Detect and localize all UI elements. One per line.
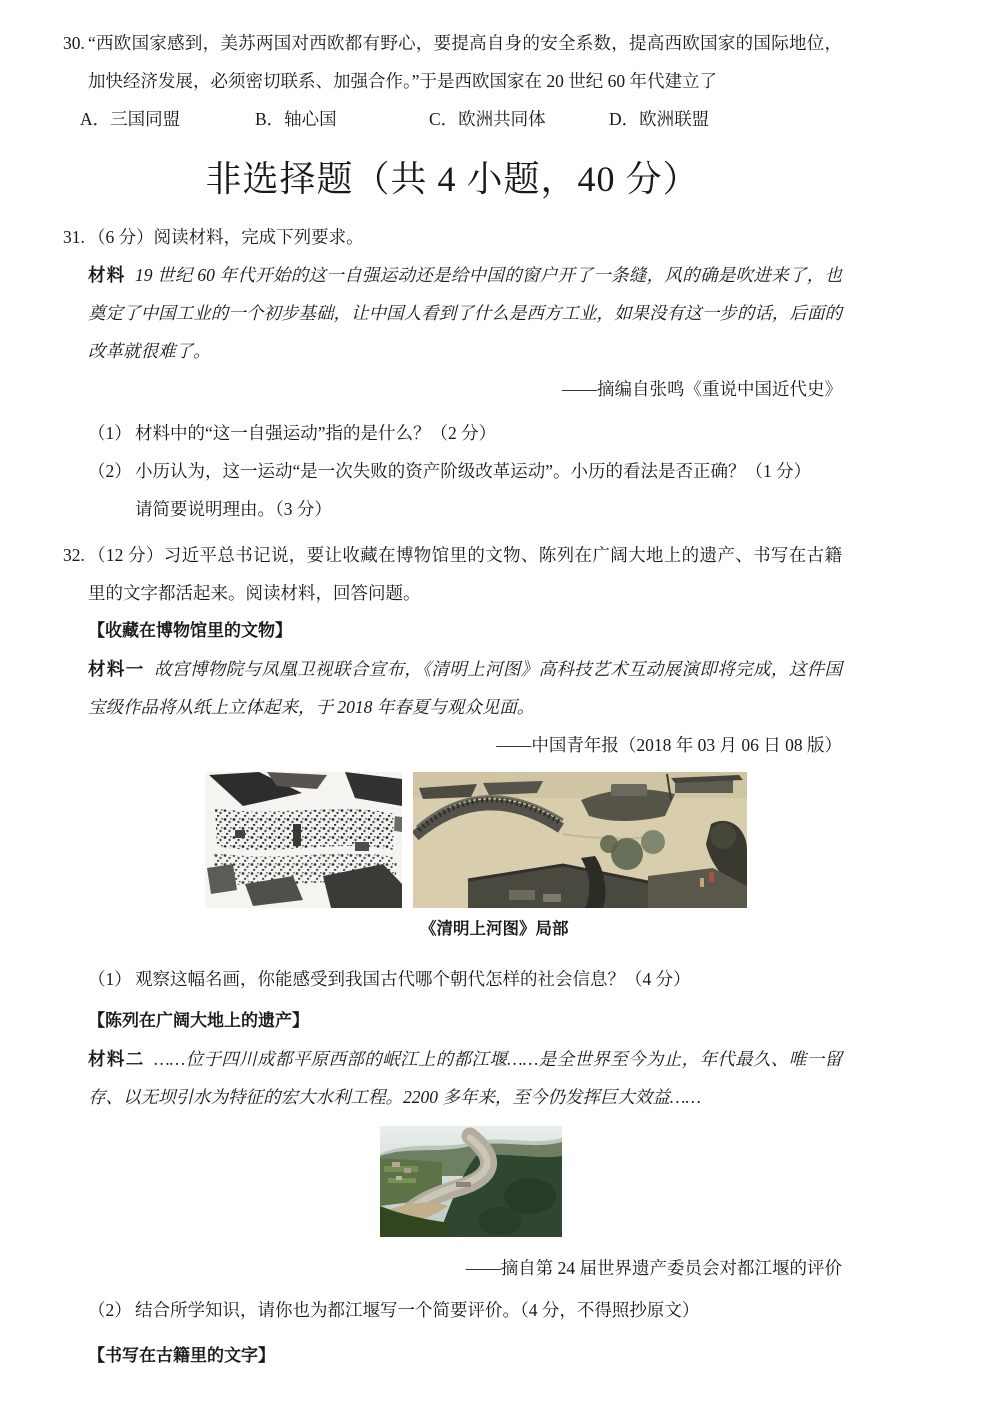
sub-question-line-2: 请简要说明理由。（3 分） [135,499,332,519]
question-32-sub-2 [63,1291,842,1329]
qingming-color-image [413,772,747,908]
sub-question-marker: （2） [88,1300,132,1320]
sub-question-marker: （1） [88,423,132,443]
bracket-header-ancient-books: 【书写在古籍里的文字】 [88,1346,275,1365]
material-label: 材料 [88,265,126,285]
question-32-number: 32. [63,545,85,565]
bracket-header-museum: 【收藏在博物馆里的文物】 [88,621,292,640]
option-c: C．欧洲共同体 [429,109,546,129]
question-32 [63,536,842,612]
question-30-options [63,100,842,138]
dujiangyan-figure [380,1126,842,1237]
dujiangyan-aerial-image [380,1126,842,1237]
sub-question-marker: （1） [88,969,132,989]
bracket-header-heritage: 【陈列在广阔大地上的遗产】 [88,1011,309,1030]
material-two-label: 材料二 [88,1049,145,1069]
sub-question-text: 观察这幅名画，你能感受到我国古代哪个朝代怎样的社会信息？（4 分） [135,969,691,989]
question-31-sub-2 [63,452,842,528]
option-b: B．轴心国 [255,109,337,129]
sub-question-marker: （2） [88,461,132,481]
sub-question-text: 结合所学知识，请你也为都江堰写一个简要评价。（4 分，不得照抄原文） [135,1300,700,1320]
question-31-material [63,256,842,370]
material-one-text: 故宫博物院与凤凰卫视联合宣布，《清明上河图》高科技艺术互动展演即将完成，这件国宝级作品将从纸上立体起来，于 2018 年春夏与观众见面。 [88,659,843,717]
question-32-sub-1 [63,960,842,998]
question-31-attribution: ——摘编自张鸣《重说中国近代史》 [562,379,842,399]
question-31 [63,218,842,256]
question-31-number: 31. [63,227,85,247]
sub-question-line-1: 小历认为，这一运动“是一次失败的资产阶级改革运动”。小历的看法是否正确？（1 分） [135,461,812,481]
material-one-label: 材料一 [88,659,145,679]
question-30-number: 30. [63,33,85,53]
sub-question-text: 材料中的“这一自强运动”指的是什么？（2 分） [135,423,497,443]
question-32-intro: （12 分）习近平总书记说，要让收藏在博物馆里的文物、陈列在广阔大地上的遗产、书写在古籍里的文字都活起来。阅读材料，回答问题。 [88,545,842,603]
question-30 [63,24,842,100]
qingming-bw-image [205,772,402,908]
material-two-text: ……位于四川成都平原西部的岷江上的都江堰……是全世界至今为止，年代最久、唯一留存、以无坝引水为特征的宏大水利工程。2200 多年来，至今仍发挥巨大效益…… [88,1049,843,1107]
figure-row-qingming [205,772,842,908]
question-30-text: “西欧国家感到，美苏两国对西欧都有野心，要提高自身的安全系数，提高西欧国家的国际地位，加快经济发展，必须密切联系、加强合作。”于是西欧国家在 20 世纪 60 年代建立了 [88,33,842,91]
question-32-attribution-2: ——摘自第 24 届世界遗产委员会对都江堰的评价 [465,1258,842,1278]
section-title: 非选择题（共 4 小题，40 分） [205,159,700,199]
sub-question-text [135,452,842,528]
option-d: D．欧洲联盟 [609,109,710,129]
question-31-intro: （6 分）阅读材料，完成下列要求。 [88,227,364,247]
figure-caption: 《清明上河图》局部 [420,920,569,938]
question-32-material-2 [63,1040,842,1116]
material-text: 19 世纪 60 年代开始的这一自强运动还是给中国的窗户开了一条缝，风的确是吹进来了，也奠定了中国工业的一个初步基础，让中国人看到了什么是西方工业，如果没有这一步的话，后面的改革就很难了。 [88,265,843,361]
question-31-sub-1 [63,414,842,452]
question-32-material-1 [63,650,842,726]
question-32-attribution-1: ——中国青年报（2018 年 03 月 06 日 08 版） [496,735,842,755]
option-a: A．三国同盟 [80,109,181,129]
